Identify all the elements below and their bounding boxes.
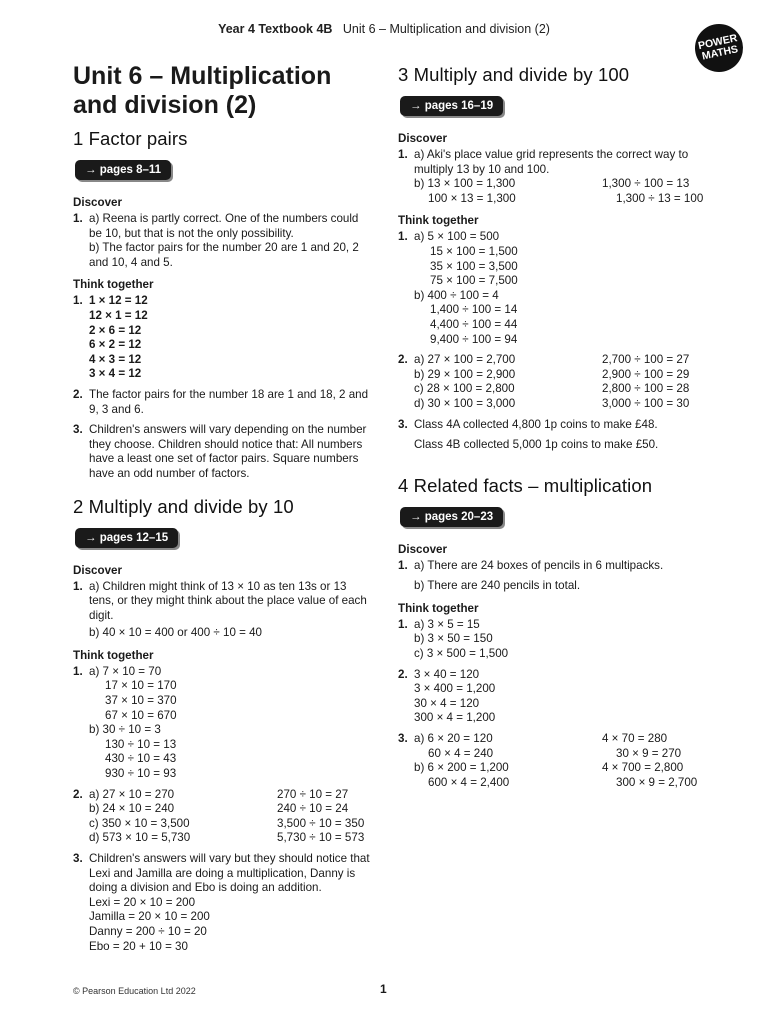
answer-line: 1 × 12 = 12	[89, 294, 148, 308]
pair-left: b) 6 × 200 = 1,200	[414, 761, 509, 775]
answer-item	[73, 388, 373, 417]
answer-text: a) Aki's place value grid represents the correct way to multiply 13 by 10 and 100.	[414, 148, 689, 176]
answer-item	[398, 230, 728, 347]
answer-lines	[73, 896, 373, 954]
answer-group	[89, 665, 177, 723]
answer-line: 930 ÷ 10 = 93	[105, 767, 177, 781]
answer-item	[398, 668, 728, 726]
answer-group	[414, 230, 518, 288]
answer-pairs	[398, 177, 728, 206]
answer-pair	[414, 382, 689, 397]
pair-left: d) 573 × 10 = 5,730	[89, 831, 191, 845]
answer-line: 6 × 2 = 12	[89, 338, 142, 352]
pair-right: 300 × 9 = 2,700	[616, 775, 698, 789]
answer-text: b) There are 240 pencils in total.	[414, 579, 581, 593]
item-number: 2.	[73, 787, 83, 801]
unit-title-line-2: and division (2)	[73, 91, 257, 119]
section-title: 3 Multiply and divide by 100	[398, 64, 630, 85]
pair-right: 2,800 ÷ 100 = 28	[602, 382, 690, 396]
pair-left: d) 30 × 100 = 3,000	[414, 396, 516, 410]
answer-item	[73, 212, 373, 241]
pair-right: 5,730 ÷ 10 = 573	[277, 831, 365, 845]
pair-right: 1,300 ÷ 100 = 13	[602, 177, 690, 191]
answer-text: Class 4B collected 5,000 1p coins to make £50.	[414, 438, 659, 452]
pair-right: 30 × 9 = 270	[616, 746, 682, 760]
answer-line: 4 × 3 = 12	[89, 352, 142, 366]
answer-item	[398, 618, 728, 662]
section-title: 1 Factor pairs	[73, 128, 188, 149]
discover-heading: Discover	[398, 132, 447, 145]
answer-line: 3 × 400 = 1,200	[414, 682, 496, 696]
item-number: 2.	[398, 353, 408, 367]
answer-item	[398, 559, 728, 574]
logo-text: POWER MATHS	[697, 32, 740, 63]
pair-right: 240 ÷ 10 = 24	[277, 802, 349, 816]
pair-left: b) 24 × 10 = 240	[89, 802, 175, 816]
answer-item	[398, 418, 728, 433]
pair-left: a) 27 × 100 = 2,700	[414, 353, 516, 367]
answer-item	[73, 665, 373, 782]
answer-pairs	[414, 732, 697, 790]
pair-left: 100 × 13 = 1,300	[428, 191, 516, 205]
answer-line: 17 × 10 = 170	[105, 679, 177, 693]
answer-text: Children's answers will vary but they should notice that Lexi and Jamilla are doing a multiplication, Danny is doing a division and Ebo is doing an addition.	[89, 852, 370, 895]
answer-item	[73, 852, 373, 896]
answer-text: The factor pairs for the number 18 are 1 and 18, 2 and 9, 3 and 6.	[89, 387, 369, 416]
item-number: 1.	[398, 230, 408, 244]
item-number: 3.	[398, 417, 408, 431]
answer-text: Class 4A collected 4,800 1p coins to make £48.	[414, 417, 658, 431]
answer-group	[414, 289, 518, 347]
pair-left: b) 13 × 100 = 1,300	[414, 177, 516, 191]
answer-pair	[89, 802, 364, 817]
answer-line: 300 × 4 = 1,200	[414, 711, 496, 725]
pair-left: 60 × 4 = 240	[428, 746, 494, 760]
pair-right: 1,300 ÷ 13 = 100	[616, 191, 704, 205]
item-number: 2.	[398, 667, 408, 681]
pair-left: b) 29 × 100 = 2,900	[414, 367, 516, 381]
pair-left: a) 6 × 20 = 120	[414, 732, 493, 746]
answer-line: 3 × 40 = 120	[414, 667, 480, 681]
item-number: 1.	[398, 148, 408, 161]
answer-line: a) 3 × 5 = 15	[414, 617, 480, 631]
item-number: 1.	[73, 294, 83, 308]
pair-right: 270 ÷ 10 = 27	[277, 787, 349, 801]
answer-line: c) 3 × 500 = 1,500	[414, 647, 509, 661]
answer-line: Ebo = 20 + 10 = 30	[89, 939, 188, 953]
pair-left: 600 × 4 = 2,400	[428, 775, 510, 789]
answer-line: 67 × 10 = 670	[105, 708, 177, 722]
answer-line: 75 × 100 = 7,500	[430, 274, 518, 288]
pages-badge: → pages 8–11	[75, 160, 171, 180]
answer-text: Children's answers will vary depending on the number they choose. Children should notice that: All numbers have a least one set of factor pairs. Square numbers have an odd number of factors.	[89, 423, 367, 480]
answer-lines	[89, 665, 177, 782]
answer-line: a) 5 × 100 = 500	[414, 230, 500, 244]
answer-item	[73, 580, 373, 624]
answer-group	[89, 723, 177, 781]
item-number: 3.	[73, 423, 83, 437]
item-number: 1.	[73, 579, 83, 593]
think-together-heading: Think together	[73, 278, 154, 292]
pages-badge: → pages 20–23	[400, 507, 503, 527]
pages-badge: → pages 12–15	[75, 528, 178, 548]
answer-line: 15 × 100 = 1,500	[430, 244, 518, 258]
think-together-heading: Think together	[73, 648, 154, 662]
answer-line: b) 400 ÷ 100 = 4	[414, 288, 499, 302]
right-column	[398, 62, 728, 790]
answer-pair	[414, 368, 689, 383]
item-number: 3.	[398, 732, 408, 746]
running-header	[0, 22, 768, 36]
pair-right: 3,500 ÷ 10 = 350	[277, 816, 365, 830]
answer-item	[73, 294, 373, 382]
answer-line: 35 × 100 = 3,500	[430, 259, 518, 273]
pair-right: 4 × 70 = 280	[602, 732, 668, 746]
pair-left: c) 350 × 10 = 3,500	[89, 816, 190, 830]
item-number: 1.	[398, 617, 408, 631]
discover-heading: Discover	[398, 542, 447, 556]
pair-right: 3,000 ÷ 100 = 30	[602, 396, 690, 410]
item-number: 1.	[73, 212, 83, 225]
answer-line: 30 × 4 = 120	[414, 696, 480, 710]
answer-item	[398, 148, 728, 177]
answer-pair	[89, 788, 364, 803]
pair-right: 2,700 ÷ 100 = 27	[602, 353, 690, 367]
item-number: 1.	[398, 558, 408, 572]
unit-title-line-1: Unit 6 – Multiplication	[73, 62, 332, 90]
item-number: 2.	[73, 387, 83, 401]
pages-badge: → pages 16–19	[400, 96, 503, 116]
book-title: Year 4 Textbook 4B	[218, 22, 333, 36]
answer-text: a) Reena is partly correct. One of the numbers could be 10, but that is not the only possibility.	[89, 212, 359, 240]
think-together-heading: Think together	[398, 601, 479, 615]
answer-lines	[414, 618, 508, 662]
pair-left: a) 27 × 10 = 270	[89, 787, 175, 801]
answer-pair	[414, 353, 689, 368]
answer-item	[73, 423, 373, 481]
left-column	[73, 62, 373, 954]
answer-pair	[414, 747, 697, 762]
answer-line: 9,400 ÷ 100 = 94	[430, 332, 518, 346]
think-together-heading: Think together	[398, 214, 479, 228]
answer-item	[398, 353, 728, 411]
answer-text: b) The factor pairs for the number 20 are 1 and 20, 2 and 10, 4 and 5.	[89, 241, 359, 269]
item-number: 1.	[73, 664, 83, 678]
answer-line: 1,400 ÷ 100 = 14	[430, 303, 518, 317]
answer-pairs	[89, 788, 364, 846]
answer-line: Lexi = 20 × 10 = 200	[89, 895, 196, 909]
pair-left: c) 28 × 100 = 2,800	[414, 382, 515, 396]
answer-pair	[414, 732, 697, 747]
answer-pair	[414, 761, 697, 776]
answer-line: b) 3 × 50 = 150	[414, 632, 493, 646]
answer-item	[398, 732, 728, 790]
answer-pair	[89, 817, 364, 832]
answer-line: Jamilla = 20 × 10 = 200	[89, 910, 210, 924]
answer-pairs	[414, 353, 689, 411]
answer-lines	[414, 668, 495, 726]
answer-pair	[89, 831, 364, 846]
answer-pair	[414, 192, 728, 207]
answer-line: 2 × 6 = 12	[89, 323, 142, 337]
answer-item	[73, 788, 373, 846]
answer-line: 3 × 4 = 12	[89, 367, 142, 381]
answer-line: a) 7 × 10 = 70	[89, 664, 162, 678]
answer-text: b) 40 × 10 = 400 or 400 ÷ 10 = 40	[89, 626, 262, 640]
pair-right: 4 × 700 = 2,800	[602, 761, 684, 775]
discover-heading: Discover	[73, 196, 122, 209]
unit-title-header: Unit 6 – Multiplication and division (2)	[342, 22, 550, 36]
section-title: 4 Related facts – multiplication	[398, 474, 653, 496]
answer-line: 4,400 ÷ 100 = 44	[430, 317, 518, 331]
pair-right: 2,900 ÷ 100 = 29	[602, 367, 690, 381]
unit-title	[73, 62, 373, 120]
answer-pair	[414, 776, 697, 791]
answer-lines	[414, 230, 518, 347]
page-number: 1	[380, 982, 387, 996]
item-number: 3.	[73, 852, 83, 865]
answer-line: Danny = 200 ÷ 10 = 20	[89, 924, 207, 938]
answer-line: b) 30 ÷ 10 = 3	[89, 723, 161, 737]
answer-line: 12 × 1 = 12	[89, 308, 148, 322]
answer-lines	[89, 294, 148, 382]
answer-line: 130 ÷ 10 = 13	[105, 737, 177, 751]
answer-text: a) Children might think of 13 × 10 as ten 13s or 13 tens, or they might think about the place value of each digit.	[89, 579, 367, 622]
copyright: © Pearson Education Ltd 2022	[73, 986, 196, 996]
answer-line: 37 × 10 = 370	[105, 694, 177, 708]
answer-text: a) There are 24 boxes of pencils in 6 multipacks.	[414, 558, 664, 572]
answer-pair	[414, 177, 728, 192]
section-title: 2 Multiply and divide by 10	[73, 495, 294, 517]
answer-pair	[414, 397, 689, 412]
answer-line: 430 ÷ 10 = 43	[105, 752, 177, 766]
discover-heading: Discover	[73, 563, 122, 577]
